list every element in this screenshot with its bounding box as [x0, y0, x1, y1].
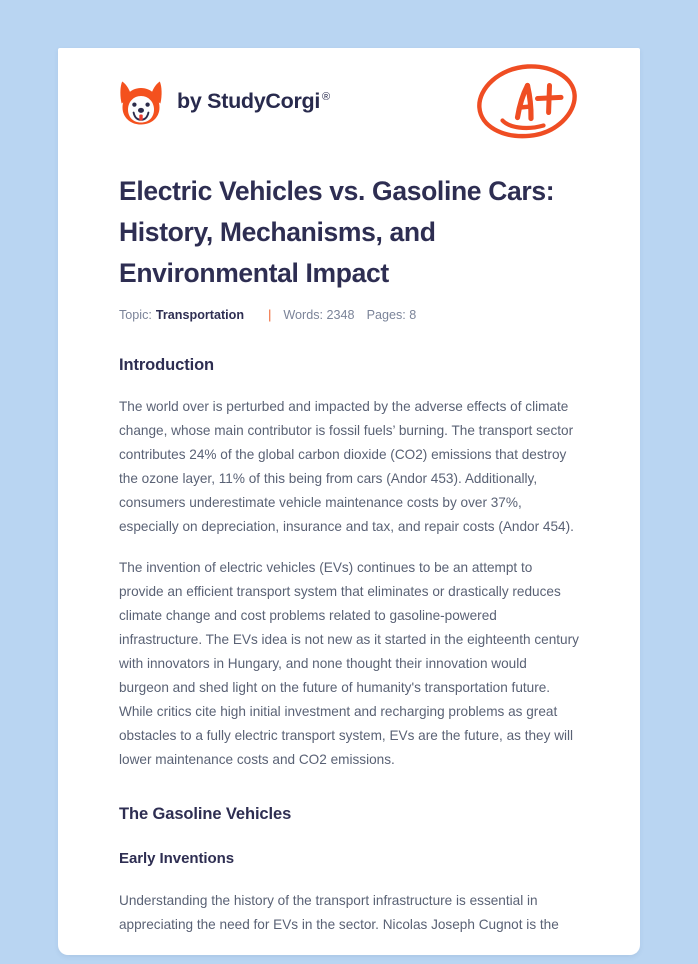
meta-pages-label: Pages:: [366, 308, 406, 322]
paragraph: The invention of electric vehicles (EVs) continues to be an attempt to provide an efficient transport system that eliminates or drastically reduces climate change and cost problems related to gasoline-powered infrastructure. The EVs idea is not new as it started in the eighteenth century with innovators in Hungary, and none thought their innovation would burgeon and shed light on the future of humanity's transportation future. While critics cite high initial investment and recharging problems as great obstacles to a fully electric transport system, EVs are the future, as they will lower maintenance costs and CO2 emissions.: [119, 559, 579, 767]
section-heading-the-gasoline-vehicles: The Gasoline Vehicles: [119, 804, 292, 823]
brand-name-text: by StudyCorgi: [177, 89, 321, 114]
meta-pages: [367, 307, 417, 323]
section-heading-early-inventions: Early Inventions: [119, 850, 235, 868]
brand-lockup[interactable]: [119, 79, 330, 125]
page-title: Electric Vehicles vs. Gasoline Cars: History, Mechanisms, and Environmental Impact: [119, 176, 555, 288]
document-page: [58, 48, 640, 955]
meta-words: [283, 307, 354, 323]
meta-words-value: 2348: [326, 308, 355, 322]
meta-pages-value: 8: [409, 308, 417, 322]
a-plus-grade-badge: [474, 60, 580, 144]
section-heading-introduction: Introduction: [119, 356, 215, 375]
paragraph: Understanding the history of the transport infrastructure is essential in appreciating the need for EVs in the sector. Nicolas Joseph Cugnot is the: [119, 892, 559, 932]
meta-separator: |: [268, 308, 272, 322]
document-meta: [119, 307, 580, 323]
meta-topic: [119, 307, 244, 323]
corgi-logo-icon: [119, 79, 163, 125]
meta-words-label: Words:: [283, 308, 324, 322]
paragraph: The world over is perturbed and impacted by the adverse effects of climate change, whose main contributor is fossil fuels’ burning. The transport sector contributes 24% of the global carbon dioxide (CO2) emissions that destroy the ozone layer, 11% of this being from cars (Andor 453). Additionally, consumers underestimate vehicle maintenance costs by over 37%, especially on depreciation, insurance and tax, and repair costs (Andor 454).: [119, 398, 574, 534]
document-content: [58, 48, 640, 937]
registered-trademark-icon: ®: [322, 91, 330, 104]
document-header: [119, 48, 580, 152]
meta-topic-label: Topic:: [119, 308, 152, 322]
meta-topic-value[interactable]: Transportation: [155, 308, 245, 322]
brand-name: [177, 91, 330, 113]
